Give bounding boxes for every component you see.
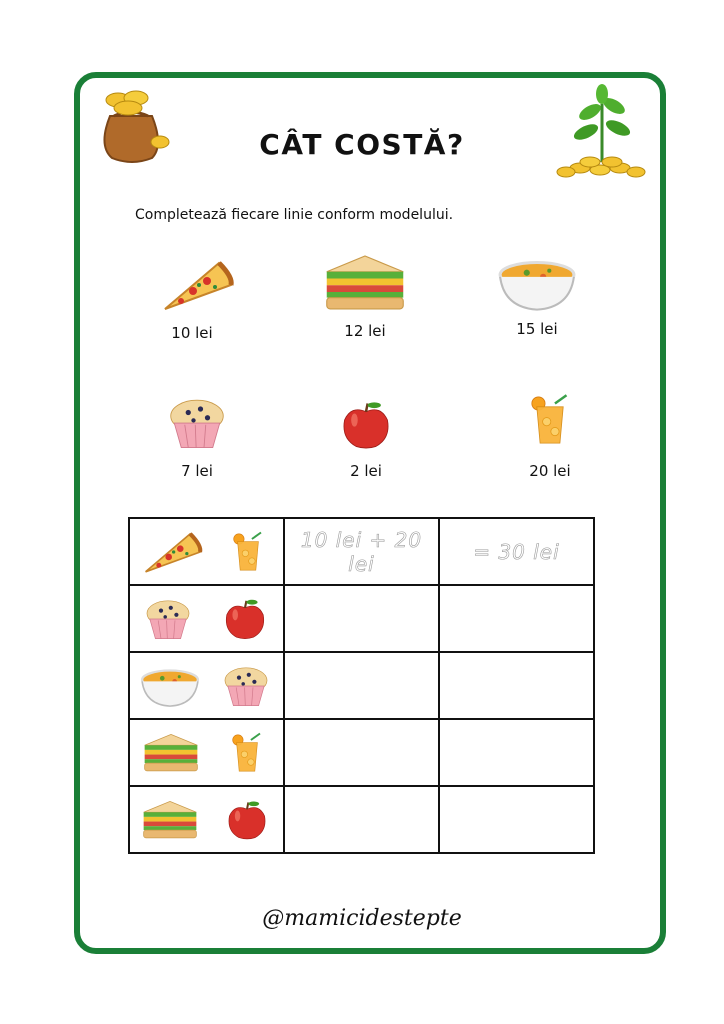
muffin-icon <box>218 659 274 713</box>
item-soup <box>467 250 607 338</box>
exercise-table <box>128 517 595 854</box>
soup-icon <box>139 661 201 711</box>
food-cell <box>129 518 284 585</box>
food-cell <box>129 652 284 719</box>
juice-icon <box>222 525 274 579</box>
item-price: 12 lei <box>344 322 386 340</box>
apple-icon <box>217 592 273 646</box>
item-apple <box>296 392 436 480</box>
item-price: 20 lei <box>529 462 571 480</box>
result-cell[interactable] <box>439 585 594 652</box>
food-cell <box>129 786 284 853</box>
sandwich-icon <box>140 728 202 778</box>
soup-icon <box>496 250 578 316</box>
result-cell[interactable] <box>439 786 594 853</box>
food-cell <box>129 585 284 652</box>
sandwich-icon <box>320 248 410 318</box>
item-price: 2 lei <box>350 462 382 480</box>
sum-cell[interactable] <box>284 719 439 786</box>
juice-icon <box>221 726 273 780</box>
sum-example: 10 lei + 20 lei <box>300 527 423 576</box>
juice-icon <box>517 382 583 458</box>
result-cell[interactable] <box>439 719 594 786</box>
table-row <box>129 518 594 585</box>
pizza-icon <box>139 525 205 579</box>
item-price: 7 lei <box>181 462 213 480</box>
footer-handle: @mamicidestepte <box>262 906 462 931</box>
sum-cell[interactable] <box>284 652 439 719</box>
apple-icon <box>333 392 399 458</box>
table-row <box>129 585 594 652</box>
muffin-icon <box>140 592 196 646</box>
page-title: CÂT COSTĂ? <box>259 128 465 161</box>
item-price: 10 lei <box>171 324 213 342</box>
food-cell <box>129 719 284 786</box>
item-pizza <box>127 250 267 342</box>
result-cell[interactable] <box>439 652 594 719</box>
result-example: = 30 lei <box>473 539 560 564</box>
table-row <box>129 719 594 786</box>
item-price: 15 lei <box>516 320 558 338</box>
table-row <box>129 786 594 853</box>
result-cell[interactable] <box>439 518 594 585</box>
sum-cell[interactable] <box>284 585 439 652</box>
instruction-text: Completează fiecare linie conform modelului. <box>135 207 454 223</box>
pizza-icon <box>157 250 237 320</box>
sum-cell[interactable] <box>284 786 439 853</box>
table-row <box>129 652 594 719</box>
sandwich-icon <box>139 795 201 845</box>
apple-icon <box>220 794 274 846</box>
item-sandwich <box>295 248 435 340</box>
muffin-icon <box>162 388 232 458</box>
item-juice <box>480 382 620 480</box>
sum-cell[interactable] <box>284 518 439 585</box>
item-muffin <box>127 388 267 480</box>
